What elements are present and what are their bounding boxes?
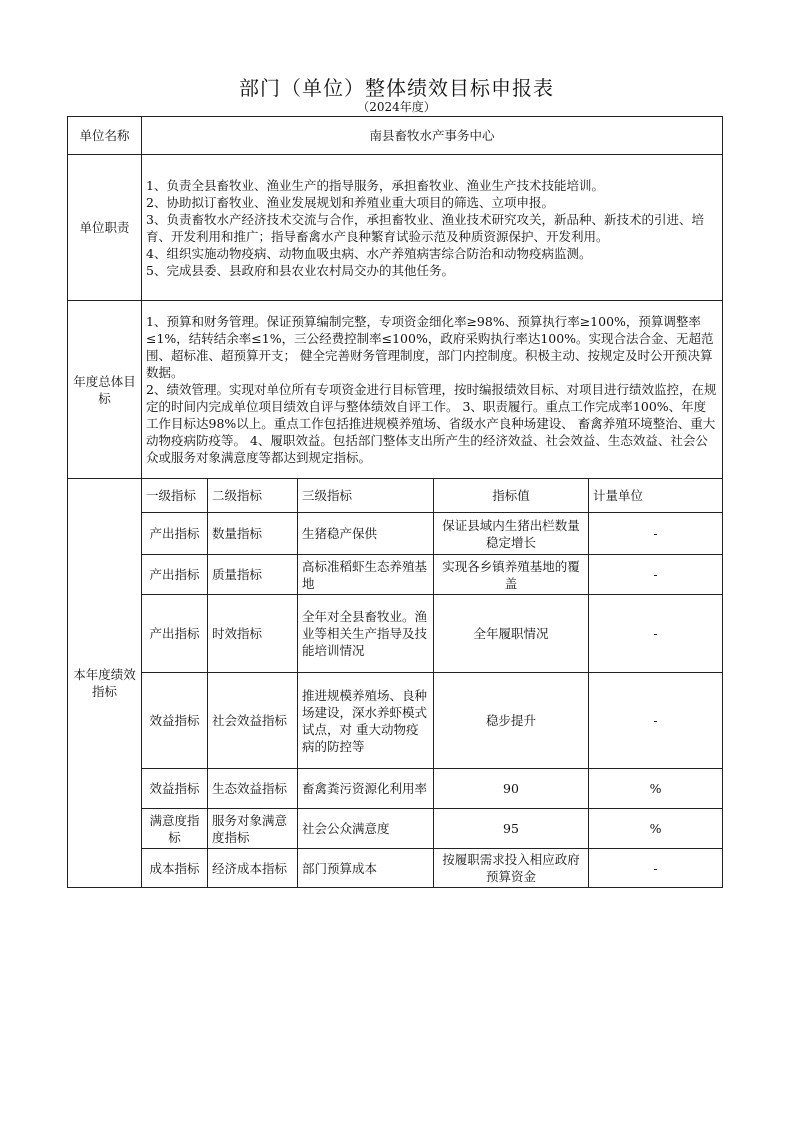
table-row: [68, 673, 723, 769]
level3-cell: 全年对全县畜牧业。渔业等相关生产指导及技能培训情况: [298, 595, 434, 673]
level3-cell: 部门预算成本: [298, 849, 434, 888]
duty-item: 1、负责全县畜牧业、渔业生产的指导服务，承担畜牧业、渔业生产技术技能培训。: [146, 177, 604, 193]
table-row: [68, 809, 723, 849]
unit-name-row: [68, 117, 723, 155]
unit-cell: %: [589, 769, 723, 809]
level1-cell: 效益指标: [142, 769, 208, 809]
table-row: [68, 849, 723, 888]
table-row: [68, 595, 723, 673]
value-cell: 全年履职情况: [434, 595, 589, 673]
level1-cell: 产出指标: [142, 555, 208, 595]
level3-cell: 推进规模养殖场、良种场建设，深水养虾模式试点，对 重大动物疫病的防控等: [298, 673, 434, 769]
table-row: [68, 513, 723, 555]
unit-cell: %: [589, 809, 723, 849]
column-header-value: 指标值: [434, 479, 589, 513]
indicators-label: 本年度绩效指标: [68, 479, 142, 888]
value-cell: 实现各乡镇养殖基地的覆盖: [434, 555, 589, 595]
level1-cell: 成本指标: [142, 849, 208, 888]
duty-item: 5、完成县委、县政府和县农业农村局交办的其他任务。: [146, 262, 454, 278]
column-header-level2: 二级指标: [208, 479, 298, 513]
unit-duties-label: 单位职责: [68, 155, 142, 301]
column-header-level3: 三级指标: [298, 479, 434, 513]
unit-cell: -: [589, 513, 723, 555]
level2-cell: 数量指标: [208, 513, 298, 555]
level1-cell: 满意度指标: [142, 809, 208, 849]
value-cell: 保证县域内生猪出栏数量稳定增长: [434, 513, 589, 555]
table-row: [68, 769, 723, 809]
level2-cell: 生态效益指标: [208, 769, 298, 809]
unit-cell: -: [589, 673, 723, 769]
level3-cell: 社会公众满意度: [298, 809, 434, 849]
page-title: 部门（单位）整体绩效目标申报表: [239, 76, 554, 100]
unit-duties-content: [142, 155, 723, 301]
unit-name-value: 南县畜牧水产事务中心: [142, 117, 723, 155]
annual-goal-label: 年度总体目标: [68, 301, 142, 479]
duty-item: 2、协助拟订畜牧业、渔业发展规划和养殖业重大项目的筛选、立项申报。: [146, 194, 554, 210]
value-cell: 稳步提升: [434, 673, 589, 769]
level1-cell: 效益指标: [142, 673, 208, 769]
level1-cell: 产出指标: [142, 513, 208, 555]
level3-cell: 高标准稻虾生态养殖基地: [298, 555, 434, 595]
unit-cell: -: [589, 555, 723, 595]
level2-cell: 社会效益指标: [208, 673, 298, 769]
duty-item: 4、组织实施动物疫病、动物血吸虫病、水产养殖病害综合防治和动物疫病监测。: [146, 245, 592, 261]
column-header-unit: 计量单位: [589, 479, 723, 513]
level2-cell: 经济成本指标: [208, 849, 298, 888]
level3-cell: 生猪稳产保供: [298, 513, 434, 555]
indicator-header-row: [68, 479, 723, 513]
unit-name-label: 单位名称: [68, 117, 142, 155]
table-row: [68, 555, 723, 595]
duty-item: 3、负责畜牧水产经济技术交流与合作，承担畜牧业、渔业技术研究攻关，新品种、新技术的引进、培育、开发利用和推广；指导畜禽水产良种繁育试验示范及种质资源保护、开发利用。: [146, 211, 704, 244]
level2-cell: 时效指标: [208, 595, 298, 673]
unit-cell: -: [589, 849, 723, 888]
level2-cell: 质量指标: [208, 555, 298, 595]
level3-cell: 畜禽粪污资源化利用率: [298, 769, 434, 809]
unit-cell: -: [589, 595, 723, 673]
level1-cell: 产出指标: [142, 595, 208, 673]
performance-goal-table: [67, 116, 723, 888]
value-cell: 95: [434, 809, 589, 849]
value-cell: 按履职需求投入相应政府预算资金: [434, 849, 589, 888]
value-cell: 90: [434, 769, 589, 809]
annual-goal-content: 1、预算和财务管理。保证预算编制完整，专项资金细化率≥98%、预算执行率≥100%，预算调整率≤1%，结转结余率≤1%，三公经费控制率≤100%，政府采购执行率达100%。实现合法合金、无超范围、超标准、超预算开支； 健全完善财务管理制度，部门内控制度。积极主动、按规定及时公开预决算数据。 2、绩效管理。实现对单位所有专项资金进行目标管理，按时编报绩效目标、对项目进行绩效监控，在规定的时间内完成单位项目绩效自评与整体绩效自评工作。 3、职责履行。重点工作完成率100%、年度工作目标达98%以上。重点工作包括推进规模养殖场、省级水产良种场建设、 畜禽养殖环境整治、重大动物疫病防疫等。 4、履职效益。包括部门整体支出所产生的经济效益、社会效益、生态效益、社会公众或服务对象满意度等都达到规定指标。: [142, 301, 723, 479]
column-header-level1: 一级指标: [142, 479, 208, 513]
annual-goal-row: [68, 301, 723, 479]
level2-cell: 服务对象满意度指标: [208, 809, 298, 849]
page-subtitle-year: （2024年度）: [357, 100, 436, 114]
unit-duties-row: [68, 155, 723, 301]
